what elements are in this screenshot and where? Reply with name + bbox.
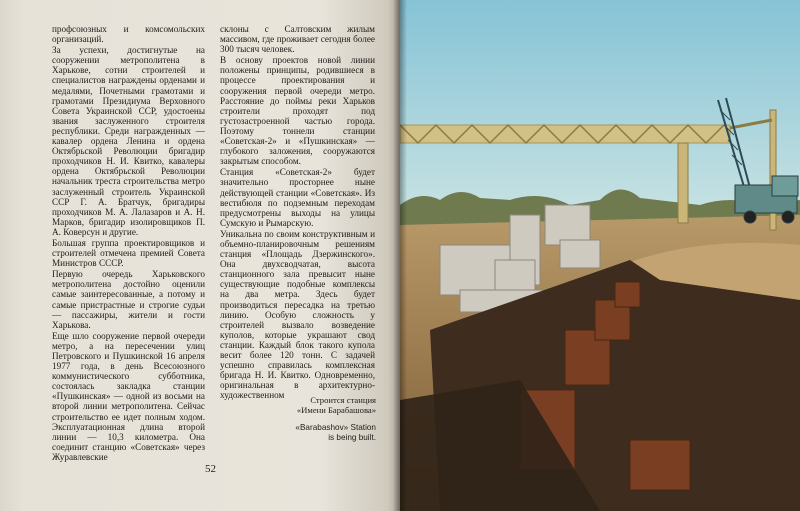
paragraph: Еще шло сооружение первой очереди метро, а на пересечении улиц Петровского и Пушкинской 16 апреля 1977 года, в день Всесоюзного коммунистического субботника, состоялась закладка станции «Пушкинская» — одной из восьми на второй линии метрополитена. Сейчас строительство ее идет полным ходом. Эксплуатационная длина второй линии — 10,3 километра. Она соединит станцию «Советская» через Журавлевские <box>52 330 205 462</box>
text-column-1 <box>52 24 205 462</box>
caption-line: «Имени Барабашова» <box>296 405 376 415</box>
book-gutter <box>393 0 407 511</box>
paragraph: Уникальна по своим конструктивным и объемно-планировочным решениям станция «Площадь Дзержинского». Она двухсводчатая, высота станционного зала превысит ныне существующие подобные комплексы на два метра. Здесь будет производиться пересадка на третью линию. Особую сложность у строителей вызвало возведение куполов, которые украшают свод станции. Каждый блок такого купола весит более 120 тонн. С задачей успешно справилась комплексная бригада Н. И. Квитко. Одновременно, оригинальная в архитектурно-художественном <box>220 228 375 401</box>
caption-line: Строится станция <box>310 395 376 405</box>
caption-line: «Barabashov» Station <box>295 423 376 432</box>
paragraph: Станция «Советская-2» будет значительно просторнее ныне действующей станции «Советская». Из вестибюля по подземным переходам предусмотрены выходы на улицы Сумскую и Рымарскую. <box>220 167 375 228</box>
photo-caption-english <box>280 423 376 443</box>
page-number: 52 <box>205 463 216 475</box>
text-column-2 <box>220 24 375 400</box>
construction-site-photo <box>400 0 800 511</box>
photo-caption-russian <box>280 395 376 415</box>
paragraph: За успехи, достигнутые на сооружении метрополитена в Харькове, сотни строителей и специалистов награждены орденами и медалями, Почетными грамотами и грамотами Президиума Верховного Совета Украинской ССР, удостоены звания заслуженного строителя республики. Среди награжденных — кавалер ордена Ленина и ордена Октябрьской Революции бригадир проходчиков Н. И. Квитко, кавалеры ордена Октябрьской Революции начальник треста строительства метро заслуженный строитель Украинской ССР Г. А. Братчук, бригадиры проходчиков М. А. Лалазаров и А. Н. Марков, бригадир изолировщиков П. А. Коверсун и другие. <box>52 45 205 237</box>
right-page <box>400 0 800 511</box>
caption-line: is being built. <box>328 433 376 442</box>
paragraph: профсоюзных и комсомольских организаций. <box>52 24 205 45</box>
paragraph: В основу проектов новой линии положены принципы, родившиеся в процессе проектирования и сооружения первой очереди метро. Расстояние до поймы реки Харьков строители проходят под густозастроенной частью города. Поэтому тоннели станции «Советская-2» и «Пушкинская» — глубокого заложения, сооружаются закрытым способом. <box>220 55 375 167</box>
paragraph: склоны с Салтовским жилым массивом, где проживает сегодня более 300 тысяч человек. <box>220 24 375 55</box>
paragraph: Большая группа проектировщиков и строителей отмечена премией Совета Министров СССР. <box>52 237 205 269</box>
paragraph: Первую очередь Харьковского метрополитена достойно оценили самые заинтересованные, а потому и самые пристрастные и строгие судьи — пассажиры, жители и гости Харькова. <box>52 269 205 330</box>
